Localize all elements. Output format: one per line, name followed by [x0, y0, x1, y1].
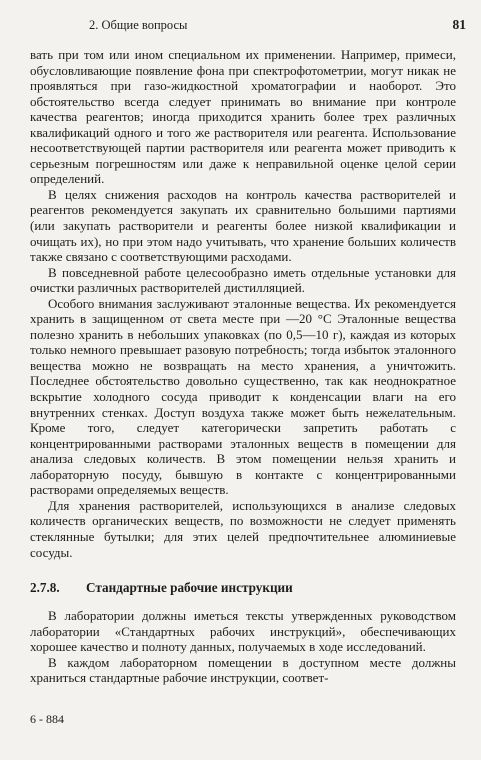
paragraph-sop-storage: В каждом лабораторном помещении в доступном месте должны храниться стандартные рабочие инструкции, соответ-: [30, 654, 456, 686]
running-title: 2. Общие вопросы: [89, 18, 188, 32]
paragraph-continuation: вать при том или ином специальном их применении. Например, примеси, обусловливающие появление фона при спектрофотометрии, могут никак не проявляться при газо-жидкостной хроматографии и наоборот. Это обстоятельство всегда следует принимать во внимание при контроле качества реагентов; иногда приходится хранить более трех различных квалификаций одного и того же растворителя или реагента. Использование несоответствующей партии растворителя или реагента может приводить к серьезным погрешностям или даже к неправильной оценке целой серии определений.: [30, 47, 456, 187]
section-heading: [30, 580, 456, 596]
section-title: Стандартные рабочие инструкции: [86, 580, 293, 596]
paragraph-distillation: В повседневной работе целесообразно иметь отдельные установки для очистки различных растворителей дистилляцией.: [30, 264, 456, 296]
paragraph-reference-substances: Особого внимания заслуживают эталонные вещества. Их рекомендуется хранить в защищенном от света месте при —20 °С Эталонные вещества полезно хранить в небольших упаковках (по 0,5—10 г), каждая из которых только немного превышает разовую потребность; тогда избыток эталонного вещества можно не возвращать на место хранения, а уничтожить. Последнее обстоятельство довольно существенно, так как неоднократное вскрытие холодного сосуда приводит к конденсации влаги на его внутренних стенках. Доступ воздуха также может быть нежелательным. Кроме того, следует категорически запретить работать с концентрированными растворами эталонных веществ в помещении для анализа следовых количеств. В этом помещении нельзя хранить и лабораторную посуду, бывшую в контакте с концентрированными растворами определяемых веществ.: [30, 295, 456, 498]
section-number: 2.7.8.: [30, 580, 60, 596]
paragraph-solvent-storage: Для хранения растворителей, использующихся в анализе следовых количеств органических веществ, по возможности не следует применять стеклянные бутылки; для этих целей предпочтительнее алюминиевые сосуды.: [30, 497, 456, 560]
signature-mark: 6 - 884: [30, 712, 64, 726]
paragraph-cost-reduction: В целях снижения расходов на контроль качества растворителей и реагентов рекомендуется закупать их сравнительно большими партиями (или закупать растворители и реагенты более низкой квалификации и очищать их), но при этом надо учитывать, что хранение больших количеств также связано с соответствующими расходами.: [30, 186, 456, 265]
page-number: 81: [452, 17, 466, 32]
running-head: [0, 18, 481, 34]
paragraph-sop-texts: В лаборатории должны иметься тексты утвержденных руководством лаборатории «Стандартных рабочих инструкций», обеспечивающих хорошее качество и полноту данных, получаемых в ходе исследований.: [30, 608, 456, 655]
body-text: [30, 47, 456, 686]
